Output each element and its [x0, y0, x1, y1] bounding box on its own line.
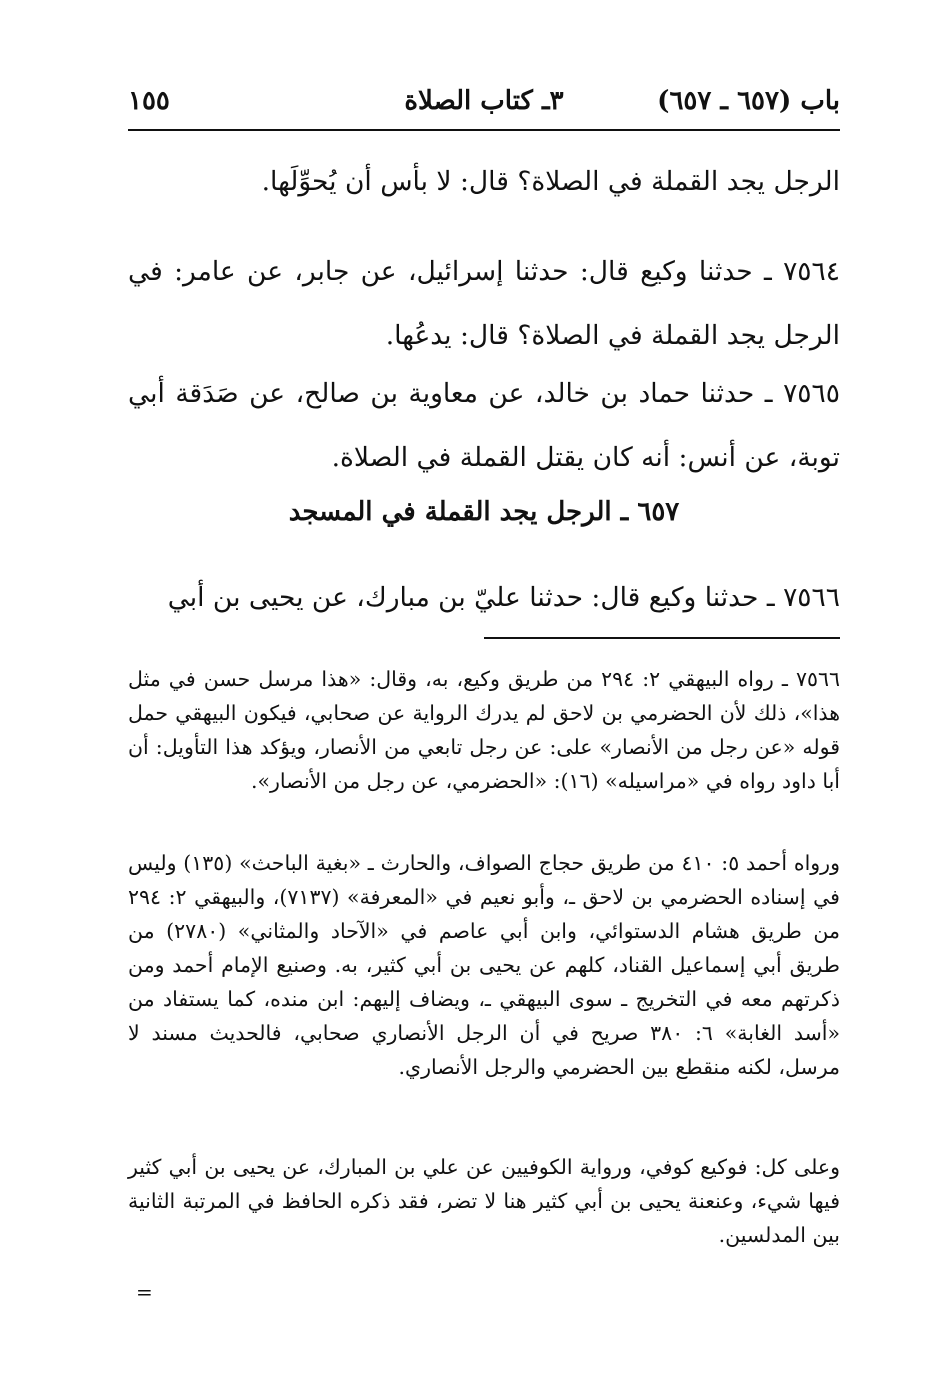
- chapter-range: باب (٦٥٧ ـ ٦٥٧): [657, 86, 840, 116]
- book-title: ٣ـ كتاب الصلاة: [404, 86, 564, 116]
- hadith-7564: ٧٥٦٤ ـ حدثنا وكيع قال: حدثنا إسرائيل، عن جابر، عن عامر: في الرجل يجد القملة في الصلاة؟ قال: يدعُها.: [128, 256, 840, 351]
- hadith-7566: ٧٥٦٦ ـ حدثنا وكيع قال: حدثنا عليّ بن مبارك، عن يحيى بن أبي: [167, 582, 840, 613]
- footnote-paragraph-3: وعلى كل: فوكيع كوفي، ورواية الكوفيين عن علي بن المبارك، عن يحيى بن أبي كثير فيها شيء، وعنعنة يحيى بن أبي كثير هنا لا تضر، فقد ذكره الحافظ في المرتبة الثانية بين المدلسين.: [128, 1155, 840, 1247]
- footnote-paragraph-2: ورواه أحمد ٥: ٤١٠ من طريق حجاج الصواف، والحارث ـ «بغية الباحث» (١٣٥) وليس في إسناده الحضرمي بن لاحق ـ، وأبو نعيم في «المعرفة» (٧١٣٧)، والبيهقي ٢: ٢٩٤ من طريق هشام الدستوائي، وابن أبي عاصم في «الآحاد والمثاني» (٢٧٨٠) من طريق أبي إسماعيل القناد، كلهم عن يحيى بن أبي كثير، به. وصنيع الإمام أحمد ومن ذكرتهم معه في التخريج ـ سوى البيهقي ـ، ويضاف إليهم: ابن منده، كما يستفاد من «أسد الغابة» ٦: ٣٨٠ صريح في أن الرجل الأنصاري صحابي، فالحديث مسند لا مرسل، لكنه منقطع بين الحضرمي والرجل الأنصاري.: [128, 851, 841, 1079]
- page-number: ١٥٥: [128, 86, 170, 116]
- body-paragraph-1: الرجل يجد القملة في الصلاة؟ قال: لا بأس أن يُحوِّلَها.: [261, 166, 840, 197]
- hadith-7565: ٧٥٦٥ ـ حدثنا حماد بن خالد، عن معاوية بن صالح، عن صَدَقة أبي توبة، عن أنس: أنه كان يقتل القملة في الصلاة.: [128, 378, 840, 473]
- header-divider: [128, 129, 840, 131]
- running-header: [128, 84, 840, 124]
- footnote-divider: [484, 637, 840, 639]
- footnote-paragraph-1: ٧٥٦٦ ـ رواه البيهقي ٢: ٢٩٤ من طريق وكيع، به، وقال: «هذا مرسل حسن في مثل هذا»، ذلك لأن الحضرمي بن لاحق لم يدرك الرواية عن صحابي، فيكون البيهقي حمل قوله «عن رجل من الأنصار» على: عن رجل تابعي من الأنصار، ويؤكد هذا التأويل: أن أبا داود رواه في «مراسيله» (١٦): «الحضرمي، عن رجل من الأنصار».: [128, 667, 840, 793]
- continuation-mark: =: [136, 1280, 153, 1304]
- section-heading: ٦٥٧ ـ الرجل يجد القملة في المسجد: [288, 497, 680, 527]
